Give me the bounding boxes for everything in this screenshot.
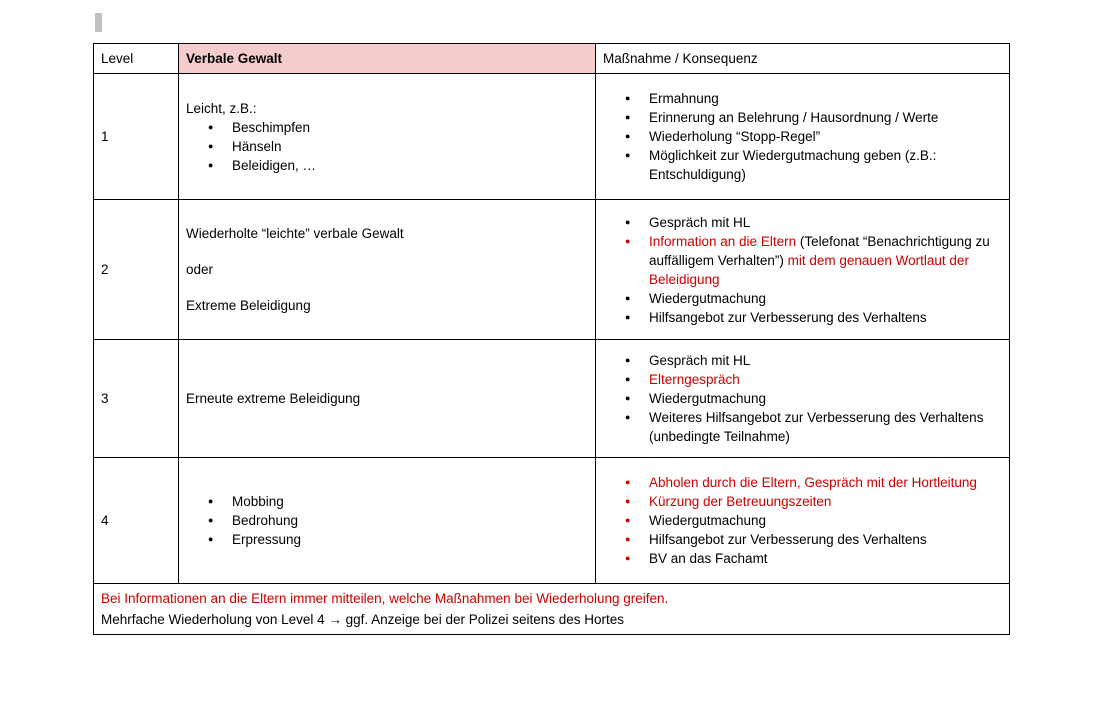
behavior-paragraph: Leicht, z.B.: (186, 100, 257, 116)
bullet-icon: ● (625, 496, 631, 506)
list-item-text (232, 530, 588, 549)
text-segment: Abholen durch die Eltern, Gespräch mit der Hortleitung (649, 475, 977, 490)
text-segment: Weiteres Hilfsangebot zur Verbesserung des Verhaltens (unbedingte Teilnahme) (649, 410, 984, 444)
list-item-text (649, 549, 1002, 568)
bullet-icon: ● (625, 534, 631, 544)
header-level: Level (94, 44, 179, 74)
text-segment: Kürzung der Betreuungszeiten (649, 494, 832, 509)
list-item-consequence (625, 549, 1002, 568)
consequence-cell (596, 74, 1010, 200)
bullet-icon: ● (625, 477, 631, 487)
list-item-text (649, 232, 1002, 289)
list-item-text (649, 389, 1002, 408)
text-segment: Elterngespräch (649, 372, 740, 387)
bullet-icon: ● (625, 112, 631, 122)
list-item-text (649, 351, 1002, 370)
bullet-icon: ● (208, 159, 214, 170)
text-segment: (Telefonat “Benachrichtigung zu auffälligem Verhalten”) (649, 233, 990, 268)
behavior-cell (179, 458, 596, 584)
list-item-text (649, 530, 1002, 549)
bullet-icon: ● (208, 515, 214, 525)
list-item-consequence (625, 108, 1002, 127)
list-item-text (232, 156, 588, 175)
text-segment: Hilfsangebot zur Verbesserung des Verhaltens (649, 309, 927, 325)
list-item-text (649, 108, 1002, 127)
bullet-icon: ● (208, 140, 214, 151)
text-segment: Erinnerung an Belehrung / Hausordnung / Werte (649, 110, 939, 125)
bullet-icon: ● (625, 93, 631, 103)
text-segment: mit dem genauen Wortlaut der Beleidigung (649, 252, 969, 287)
list-item-text (649, 127, 1002, 146)
escalation-table (93, 43, 1010, 635)
list-item-text (232, 137, 588, 156)
bullet-icon: ● (208, 496, 214, 506)
table-row-level-2 (94, 200, 1010, 340)
level-cell: 1 (94, 74, 179, 200)
bullet-icon: ● (625, 216, 631, 227)
list-item-behavior (208, 156, 588, 175)
bullet-icon: ● (208, 534, 214, 544)
list-item-consequence (625, 473, 1002, 492)
list-item-consequence (625, 127, 1002, 146)
consequence-cell (596, 340, 1010, 458)
list-item-behavior (208, 118, 588, 137)
footer-note-cell (94, 584, 1010, 635)
behavior-paragraph: Wiederholte “leichte” verbale Gewalt (186, 226, 404, 241)
table-row-level-3 (94, 340, 1010, 458)
text-segment: Wiedergutmachung (649, 513, 767, 528)
collaborator-cursor-marker (95, 13, 102, 32)
bullet-icon: ● (625, 235, 631, 246)
list-item-text (232, 492, 588, 511)
bullet-icon: ● (625, 412, 631, 422)
level-cell: 2 (94, 200, 179, 340)
behavior-bullet-list (186, 118, 588, 175)
list-item-text (649, 473, 1002, 492)
list-item-text (649, 370, 1002, 389)
header-massnahme-konsequenz: Maßnahme / Konsequenz (596, 44, 1010, 74)
text-segment: Gespräch mit HL (649, 353, 751, 368)
bullet-icon: ● (625, 374, 631, 384)
text-segment: Erpressung (232, 532, 302, 547)
footer-row (94, 584, 1010, 635)
list-item-consequence (625, 408, 1002, 446)
bullet-icon: ● (625, 131, 631, 141)
behavior-cell (179, 74, 596, 200)
level-cell: 4 (94, 458, 179, 584)
behavior-paragraph: Erneute extreme Beleidigung (186, 391, 361, 406)
list-item-consequence (625, 511, 1002, 530)
consequence-cell (596, 200, 1010, 340)
list-item-consequence (625, 146, 1002, 184)
list-item-text (649, 511, 1002, 530)
text-segment: Bedrohung (232, 513, 299, 528)
header-verbale-gewalt: Verbale Gewalt (179, 44, 596, 74)
list-item-consequence (625, 213, 1002, 232)
text-segment: Ermahnung (649, 91, 719, 106)
bullet-icon: ● (625, 292, 631, 303)
list-item-consequence (625, 89, 1002, 108)
list-item-behavior (208, 492, 588, 511)
list-item-consequence (625, 289, 1002, 308)
behavior-bullet-list (186, 492, 588, 549)
bullet-icon: ● (625, 311, 631, 322)
behavior-cell (179, 340, 596, 458)
bullet-icon: ● (208, 121, 214, 132)
list-item-consequence (625, 351, 1002, 370)
bullet-icon: ● (625, 515, 631, 525)
text-segment: BV an das Fachamt (649, 551, 768, 566)
text-segment: Wiedergutmachung (649, 290, 767, 306)
header-row (94, 44, 1010, 74)
text-segment: Hilfsangebot zur Verbesserung des Verhaltens (649, 532, 927, 547)
footer-note-line: Bei Informationen an die Eltern immer mitteilen, welche Maßnahmen bei Wiederholung greifen. (101, 591, 669, 606)
list-item-text (649, 146, 1002, 184)
consequence-bullet-list (603, 89, 1002, 184)
text-segment: Hänseln (232, 138, 282, 154)
list-item-consequence (625, 389, 1002, 408)
text-segment: Möglichkeit zur Wiedergutmachung geben (z.B.: Entschuldigung) (649, 148, 937, 182)
consequence-cell (596, 458, 1010, 584)
bullet-icon: ● (625, 393, 631, 403)
list-item-text (649, 289, 1002, 308)
footer-note-line: Mehrfache Wiederholung von Level 4 → ggf. Anzeige bei der Polizei seitens des Hortes (101, 612, 625, 627)
table-row-level-1 (94, 74, 1010, 200)
text-segment: Mobbing (232, 494, 284, 509)
list-item-behavior (208, 137, 588, 156)
list-item-consequence (625, 492, 1002, 511)
behavior-cell (179, 200, 596, 340)
list-item-text (649, 89, 1002, 108)
text-segment: Information an die Eltern (649, 233, 797, 249)
consequence-bullet-list (603, 351, 1002, 446)
list-item-consequence (625, 530, 1002, 549)
consequence-bullet-list (603, 473, 1002, 568)
list-item-consequence (625, 232, 1002, 289)
list-item-text (649, 213, 1002, 232)
list-item-consequence (625, 370, 1002, 389)
text-segment: Wiederholung “Stopp-Regel” (649, 129, 821, 144)
list-item-text (232, 511, 588, 530)
list-item-text (649, 492, 1002, 511)
text-segment: Gespräch mit HL (649, 214, 751, 230)
bullet-icon: ● (625, 553, 631, 563)
behavior-paragraph: Extreme Beleidigung (186, 298, 311, 313)
list-item-behavior (208, 511, 588, 530)
consequence-bullet-list (603, 213, 1002, 327)
level-cell: 3 (94, 340, 179, 458)
text-segment: Beschimpfen (232, 119, 311, 135)
list-item-text (649, 408, 1002, 446)
text-segment: Beleidigen, … (232, 157, 317, 173)
list-item-consequence (625, 308, 1002, 327)
list-item-behavior (208, 530, 588, 549)
table-row-level-4 (94, 458, 1010, 584)
list-item-text (232, 118, 588, 137)
bullet-icon: ● (625, 355, 631, 365)
behavior-paragraph: oder (186, 262, 214, 277)
bullet-icon: ● (625, 150, 631, 160)
text-segment: Wiedergutmachung (649, 391, 767, 406)
list-item-text (649, 308, 1002, 327)
